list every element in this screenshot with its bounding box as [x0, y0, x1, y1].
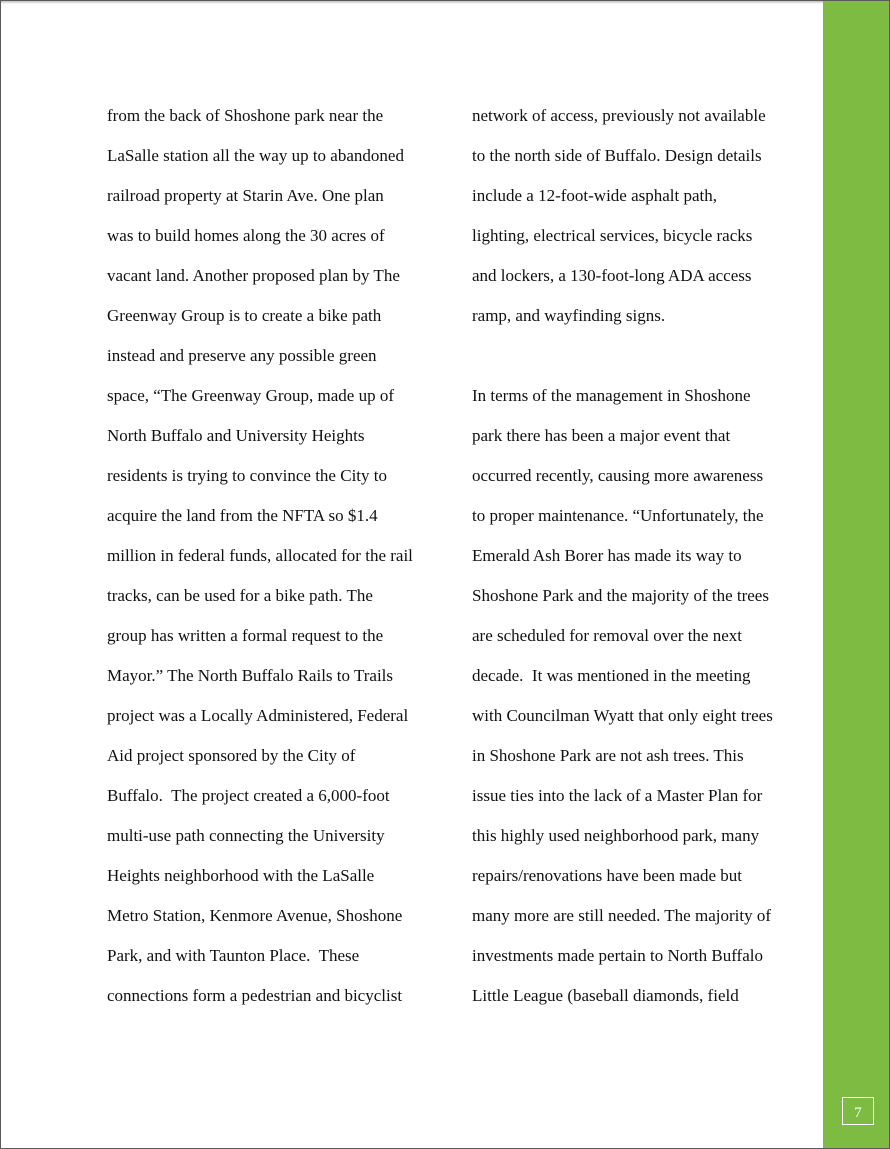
text-line: Buffalo. The project created a 6,000-foot — [107, 786, 390, 805]
text-line: in Shoshone Park are not ash trees. This — [472, 746, 744, 765]
text-line: Greenway Group is to create a bike path — [107, 306, 382, 325]
text-line: Aid project sponsored by the City of — [107, 746, 356, 765]
text-line: ramp, and wayfinding signs. — [472, 306, 666, 325]
text-line: Emerald Ash Borer has made its way to — [472, 546, 742, 565]
text-line: from the back of Shoshone park near the — [107, 106, 384, 125]
text-line: repairs/renovations have been made but — [472, 866, 743, 885]
text-line: multi-use path connecting the University — [107, 826, 385, 845]
text-line: park there has been a major event that — [472, 426, 731, 445]
text-line: are scheduled for removal over the next — [472, 626, 742, 645]
green-side-bar — [823, 1, 889, 1148]
text-line: issue ties into the lack of a Master Plan for — [472, 786, 763, 805]
text-line: North Buffalo and University Heights — [107, 426, 365, 445]
page-top-shadow — [1, 1, 823, 4]
text-line: vacant land. Another proposed plan by The — [107, 266, 400, 285]
text-line: LaSalle station all the way up to abandoned — [107, 146, 404, 165]
text-line: Metro Station, Kenmore Avenue, Shoshone — [107, 906, 403, 925]
text-line: this highly used neighborhood park, many — [472, 826, 760, 845]
text-line: space, “The Greenway Group, made up of — [107, 386, 394, 405]
text-line: to the north side of Buffalo. Design details — [472, 146, 762, 165]
text-line: occurred recently, causing more awareness — [472, 466, 764, 485]
text-line: Heights neighborhood with the LaSalle — [107, 866, 375, 885]
text-line: network of access, previously not available — [472, 106, 766, 125]
text-line: Park, and with Taunton Place. These — [107, 946, 360, 965]
text-line: with Councilman Wyatt that only eight trees — [472, 706, 773, 725]
text-line: and lockers, a 130-foot-long ADA access — [472, 266, 752, 285]
text-line: include a 12-foot-wide asphalt path, — [472, 186, 718, 205]
text-line: Mayor.” The North Buffalo Rails to Trails — [107, 666, 394, 685]
text-line: instead and preserve any possible green — [107, 346, 377, 365]
right-text-column — [472, 96, 802, 1016]
paragraph-gap — [472, 336, 802, 376]
text-line: investments made pertain to North Buffalo — [472, 946, 763, 965]
text-line: acquire the land from the NFTA so $1.4 — [107, 506, 378, 525]
text-line: Shoshone Park and the majority of the trees — [472, 586, 769, 605]
text-line: In terms of the management in Shoshone — [472, 386, 751, 405]
text-line: Little League (baseball diamonds, field — [472, 986, 739, 1005]
text-line: connections form a pedestrian and bicyclist — [107, 986, 403, 1005]
text-line: project was a Locally Administered, Federal — [107, 706, 409, 725]
page-number: 7 — [842, 1097, 874, 1125]
text-line: tracks, can be used for a bike path. The — [107, 586, 373, 605]
left-text-column — [107, 96, 437, 1016]
text-line: to proper maintenance. “Unfortunately, the — [472, 506, 764, 525]
text-line: decade. It was mentioned in the meeting — [472, 666, 751, 685]
text-line: lighting, electrical services, bicycle racks — [472, 226, 753, 245]
text-line: group has written a formal request to the — [107, 626, 384, 645]
text-line: residents is trying to convince the City to — [107, 466, 387, 485]
text-line: was to build homes along the 30 acres of — [107, 226, 385, 245]
text-line: many more are still needed. The majority of — [472, 906, 771, 925]
text-line: railroad property at Starin Ave. One plan — [107, 186, 384, 205]
text-line: million in federal funds, allocated for the rail — [107, 546, 413, 565]
